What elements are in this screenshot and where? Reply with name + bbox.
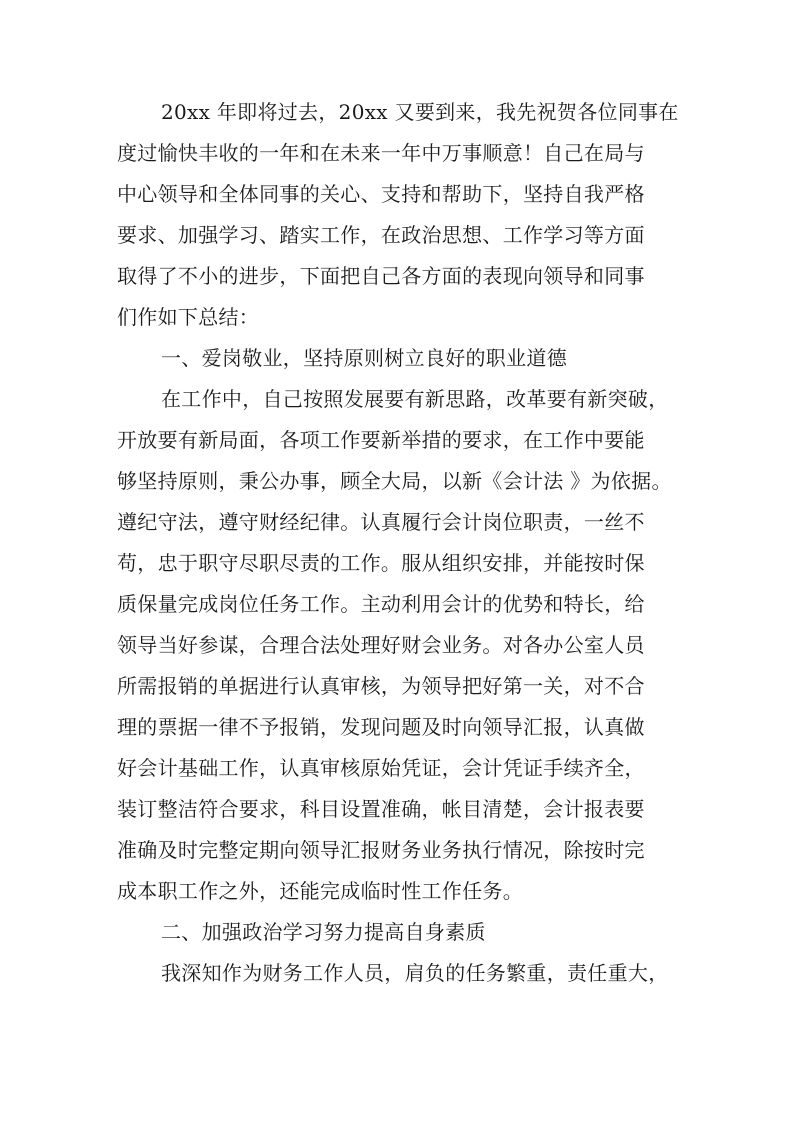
paragraph-section-1-line: 理的票据一律不予报销，发现问题及时向领导汇报，认真做 bbox=[117, 715, 645, 739]
paragraph-section-1-line: 遵纪守法，遵守财经纪律。认真履行会计岗位职责，一丝不 bbox=[117, 510, 645, 534]
paragraph-section-1-line: 苟，忠于职守尽职尽责的工作。服从组织安排，并能按时保 bbox=[117, 551, 645, 575]
paragraph-section-1-line: 成本职工作之外，还能完成临时性工作任务。 bbox=[117, 879, 523, 903]
paragraph-section-1-line: 准确及时完整定期向领导汇报财务业务执行情况，除按时完 bbox=[117, 838, 645, 862]
paragraph-intro-line: 取得了不小的进步，下面把自己各方面的表现向领导和同事 bbox=[117, 264, 645, 288]
paragraph-section-1-line: 在工作中，自己按照发展要有新思路，改革要有新突破， bbox=[161, 387, 669, 411]
paragraph-section-1-line: 领导当好参谋，合理合法处理好财会业务。对各办公室人员 bbox=[117, 633, 645, 657]
paragraph-intro-line: 们作如下总结： bbox=[117, 305, 260, 329]
paragraph-section-1-line: 所需报销的单据进行认真审核，为领导把好第一关，对不合 bbox=[117, 674, 645, 698]
section-heading-1: 一、爱岗敬业，坚持原则树立良好的职业道德 bbox=[161, 346, 567, 370]
document-body bbox=[117, 92, 683, 994]
paragraph-section-1-line: 质保量完成岗位任务工作。主动利用会计的优势和特长，给 bbox=[117, 592, 645, 616]
paragraph-section-1-line: 开放要有新局面，各项工作要新举措的要求，在工作中要能 bbox=[117, 428, 645, 452]
paragraph-section-1-line: 好会计基础工作，认真审核原始凭证，会计凭证手续齐全， bbox=[117, 756, 645, 780]
section-heading-2: 二、加强政治学习努力提高自身素质 bbox=[161, 920, 486, 944]
paragraph-intro-line: 20xx 年即将过去，20xx 又要到来，我先祝贺各位同事在 bbox=[161, 100, 679, 124]
paragraph-section-1-line: 装订整洁符合要求，科目设置准确，帐目清楚，会计报表要 bbox=[117, 797, 645, 821]
paragraph-section-2-line: 我深知作为财务工作人员，肩负的任务繁重，责任重大， bbox=[161, 961, 669, 985]
paragraph-intro-line: 要求、加强学习、踏实工作，在政治思想、工作学习等方面 bbox=[117, 223, 645, 247]
paragraph-section-1-line: 够坚持原则，秉公办事，顾全大局，以新《会计法 》为依据。 bbox=[117, 469, 672, 493]
paragraph-intro-line: 度过愉快丰收的一年和在未来一年中万事顺意！自己在局与 bbox=[117, 141, 645, 165]
paragraph-intro-line: 中心领导和全体同事的关心、支持和帮助下，坚持自我严格 bbox=[117, 182, 645, 206]
